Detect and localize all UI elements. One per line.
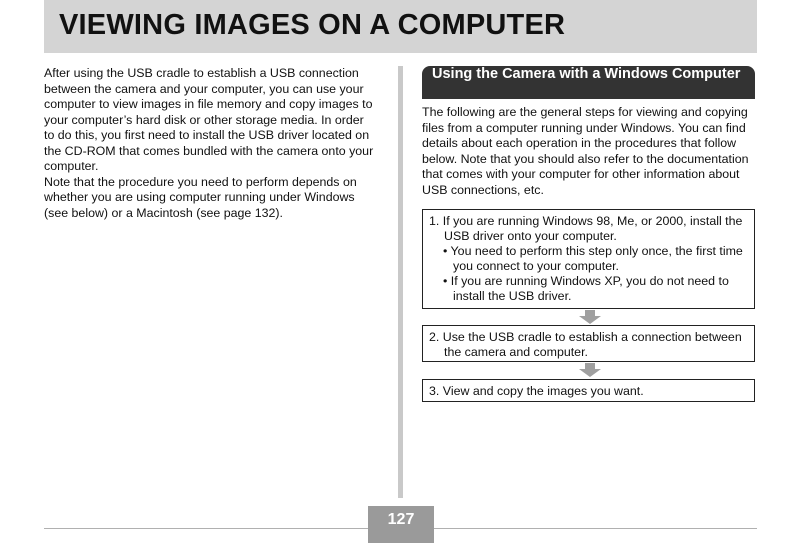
down-arrow-icon bbox=[579, 363, 601, 377]
step-box-3 bbox=[422, 379, 755, 402]
intro-paragraph: After using the USB cradle to establish a USB connection between the camera and your computer, you can use your computer to view images in file memory and copy images to your computer’s hard disk or other storage media. In order to do this, you first need to install the USB driver located on the CD-ROM that comes bundled with the camera onto your computer. bbox=[44, 66, 374, 173]
page-header bbox=[44, 0, 757, 53]
step-text: 1. If you are running Windows 98, Me, or 2000, install the USB driver onto your computer. bbox=[429, 214, 743, 243]
page-number: 127 bbox=[368, 506, 434, 543]
column-divider bbox=[398, 66, 403, 498]
step-box-1 bbox=[422, 209, 755, 309]
note-paragraph: Note that the procedure you need to perform depends on whether you are using computer running under Windows (see below) or a Macintosh (see page 132). bbox=[44, 174, 357, 220]
section-intro: The following are the general steps for viewing and copying files from a computer running under Windows. You can find details about each operation in the procedures that follow below. Note that you should also refer to the documentation that comes with your computer for other information about USB connections, etc. bbox=[422, 105, 749, 197]
down-arrow-icon bbox=[579, 310, 601, 324]
page-title: VIEWING IMAGES ON A COMPUTER bbox=[59, 9, 566, 41]
step-bullet: • You need to perform this step only once, the first time you connect to your computer. bbox=[443, 244, 743, 273]
step-text: 2. Use the USB cradle to establish a connection between the camera and computer. bbox=[429, 330, 742, 359]
step-box-2 bbox=[422, 325, 755, 362]
step-bullet: • If you are running Windows XP, you do not need to install the USB driver. bbox=[443, 274, 729, 303]
step-text: 3. View and copy the images you want. bbox=[429, 384, 644, 398]
section-title: Using the Camera with a Windows Computer bbox=[422, 66, 755, 99]
left-column bbox=[44, 66, 376, 221]
